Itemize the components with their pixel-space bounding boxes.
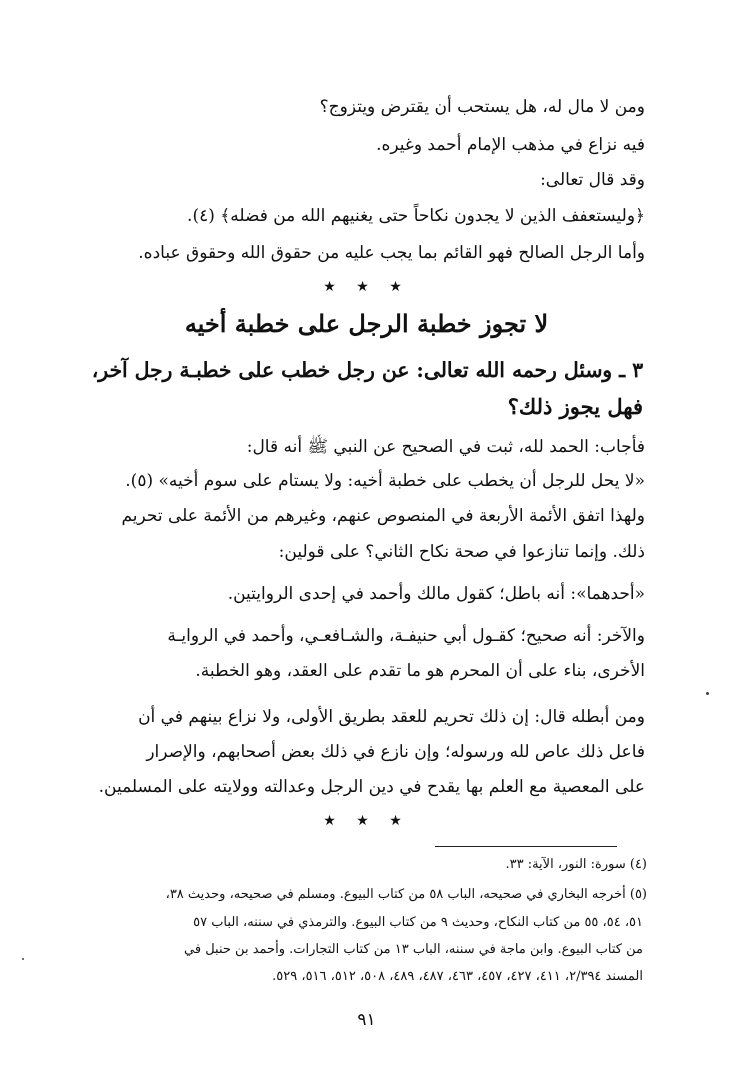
footnote-rule (435, 846, 617, 847)
footnote-line: (٤) سورة: النور، الآية: ٣٣. (505, 857, 647, 872)
text-line: ومن لا مال له، هل يستحب أن يقترض ويتزوج؟ (319, 97, 645, 117)
answer-line: فاعل ذلك عاص لله ورسوله؛ وإن نازع في ذلك بعض أصحابهم، والإصرار (146, 742, 645, 762)
scan-speck (22, 958, 24, 960)
section-divider-stars: ★ ★ ★ (323, 279, 410, 295)
hadith-line: «لا يحل للرجل أن يخطب على خطبة أخيه: ولا يستام على سوم أخيه» (٥). (125, 471, 645, 491)
question-line: فهل يجوز ذلك؟ (507, 394, 643, 419)
answer-line: الأخرى، بناء على أن المحرم هو ما تقدم على العقد، وهو الخطبة. (195, 661, 645, 681)
text-line: فيه نزاع في مذهب الإمام أحمد وغيره. (376, 135, 645, 155)
answer-line: على المعصية مع العلم بها يقدح في دين الرجل وعدالته وولايته على المسلمين. (98, 777, 645, 797)
text-line: وأما الرجل الصالح فهو القائم بما يجب عليه من حقوق الله وحقوق عباده. (138, 243, 645, 263)
footnote-line: ٥١، ٥٤، ٥٥ من كتاب النكاح، وحديث ٩ من كتاب البيوع. والترمذي في سننه، الباب ٥٧ (193, 915, 643, 930)
answer-line: فأجاب: الحمد لله، ثبت في الصحيح عن النبي ﷺ أنه قال: (246, 437, 645, 457)
footnote-line: المسند ٢/٣٩٤، ٤١١، ٤٢٧، ٤٥٧، ٤٦٣، ٤٨٧، ٤٨٩، ٥٠٨، ٥١٢، ٥١٦، ٥٢٩. (272, 969, 643, 984)
section-divider-stars: ★ ★ ★ (323, 813, 410, 829)
scan-speck (706, 692, 709, 695)
footnote-line: من كتاب البيوع. وابن ماجة في سننه، الباب ١٣ من كتاب التجارات. وأحمد بن حنبل في (184, 942, 643, 957)
footnote-line: (٥) أخرجه البخاري في صحيحه، الباب ٥٨ من كتاب البيوع. ومسلم في صحيحه، وحديث ٣٨، (165, 887, 647, 902)
answer-line: ولهذا اتفق الأئمة الأربعة في المنصوص عنهم، وغيرهم من الأئمة على تحريم (121, 506, 645, 526)
quran-verse-line: ﴿وليستعفف الذين لا يجدون نكاحاً حتى يغنيهم الله من فضله﴾ (٤). (187, 206, 645, 226)
answer-line: والآخر: أنه صحيح؛ كقـول أبي حنيفـة، والشـافعـي، وأحمد في الروايـة (167, 626, 645, 646)
section-heading: لا تجوز خطبة الرجل على خطبة أخيه (184, 309, 549, 338)
question-line: ٣ ـ وسئل رحمه الله تعالى: عن رجل خطب على خطبـة رجل آخر، (91, 358, 643, 382)
answer-line: ومن أبطله قال: إن ذلك تحريم للعقد بطريق الأولى، ولا نزاع بينهم في أن (138, 707, 645, 727)
answer-line: ذلك. وإنما تنازعوا في صحة نكاح الثاني؟ على قولين: (278, 542, 645, 562)
text-line: وقد قال تعالى: (540, 170, 645, 190)
answer-line: «أحدهما»: أنه باطل؛ كقول مالك وأحمد في إحدى الروايتين. (227, 584, 645, 604)
page-number: ٩١ (357, 1010, 376, 1030)
